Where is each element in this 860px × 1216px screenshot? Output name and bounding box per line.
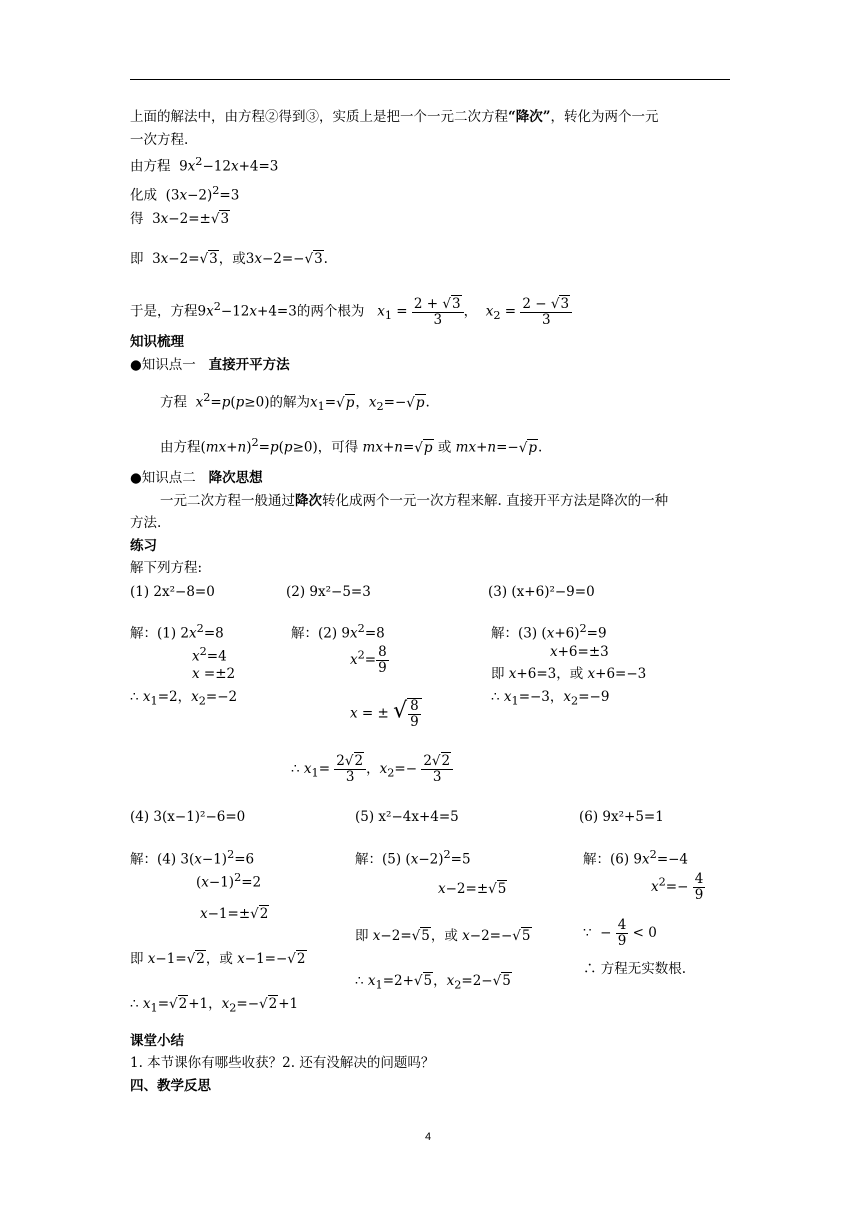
solution-6-line-4: ∴ 方程无实数根. [583, 961, 687, 977]
derivation-step-4: 即 3x−2=√3，或3x−2=−√3. [130, 251, 328, 267]
solution-1-line-4: ∴ $x_1=2$，$x_2=-2$ [130, 689, 238, 708]
solution-5-line-4: ∴ $x_1=2+√5$，$x_2=2-√5$ [355, 973, 511, 992]
solution-4-line-3: x−1=±√2 [200, 906, 269, 922]
solution-3-line-2: x+6=±3 [550, 644, 609, 660]
derivation-step-5: 于是，方程$9x^2-12x+4=3$的两个根为 $x_1$ = $\frac{2 + √3}{3}$ ， $x_2$ = $\frac{2 - √3}{3}$ [130, 296, 572, 327]
knowledge-point-2-line-2: 方法. [130, 515, 162, 531]
practice-prompt: 解下列方程: [130, 560, 203, 576]
solution-4-line-1: 解：(4) $3(x-1)^2=6$ [130, 848, 255, 868]
summary-title: 课堂小结 [130, 1033, 184, 1049]
knowledge-point-1-line-1: 方程 $x^2=p(p\ge 0)$的解为$x_1=√p$，$x_2=-√p$. [160, 391, 430, 414]
practice-title: 练习 [130, 538, 157, 554]
solution-2-line-1: 解：(2) $9x^2=8$ [291, 622, 385, 642]
solution-5-line-1: 解：(5) $(x-2)^2=5$ [355, 848, 471, 868]
question-6: (6) 9x²+5=1 [579, 809, 664, 825]
knowledge-point-2-line-1: 一元二次方程一般通过降次转化成两个一元一次方程来解. 直接开平方法是降次的一种 [160, 493, 669, 509]
solution-6-line-3: ∵ − $\frac{4}{9}$ < 0 [583, 917, 657, 949]
derivation-step-2: 化成 $(3x-2)^2=3$ [130, 184, 240, 204]
knowledge-title: 知识梳理 [130, 334, 184, 350]
question-1: (1) 2x²−8=0 [130, 584, 215, 600]
knowledge-point-1-line-2: 由方程$(mx+n)^2=p(p\ge 0)$，可得 mx+n=√p 或 mx+n=−√p. [160, 436, 543, 456]
solution-2-line-4: ∴ $x_1=$ $\frac{2√2}{3}$ ，$x_2=-$ $\frac{2√2}{3}$ [291, 754, 453, 785]
question-3: (3) (x+6)²−9=0 [488, 584, 595, 600]
derivation-step-3: 得 3x−2=±√3 [130, 211, 230, 227]
solution-4-line-4: 即 x−1=√2，或 x−1=−√2 [130, 951, 306, 967]
solution-2-line-2: $x^2=$ $\frac{8}{9}$ [350, 644, 387, 676]
knowledge-point-1: ●知识点一 直接开平方法 [130, 357, 290, 373]
solution-1-line-1: 解：(1) $2x^2=8$ [130, 622, 224, 642]
summary-line: 1. 本节课你有哪些收获？2. 还有没解决的问题吗？ [130, 1055, 435, 1071]
page-number: 4 [425, 1131, 432, 1143]
solution-3-line-1: 解：(3) $(x+6)^2=9$ [491, 622, 607, 642]
solution-3-line-3: 即 x+6=3，或 x+6=−3 [491, 666, 647, 682]
section-4-title: 四、教学反思 [130, 1078, 211, 1094]
header-rule [130, 79, 730, 80]
solution-5-line-3: 即 x−2=√5，或 x−2=−√5 [355, 928, 531, 944]
solution-6-line-2: $x^2=-$ $\frac{4}{9}$ [651, 871, 704, 903]
question-4: (4) 3(x−1)²−6=0 [130, 809, 246, 825]
derivation-step-1: 由方程 $9x^2-12x+4=3$ [130, 155, 279, 175]
question-2: (2) 9x²−5=3 [286, 584, 371, 600]
solution-2-line-3: x = ± √ $\frac{8}{9}$ [350, 698, 422, 730]
question-5: (5) x²−4x+4=5 [355, 809, 459, 825]
solution-4-line-2: $(x-1)^2=2$ [196, 871, 262, 891]
solution-5-line-2: x−2=±√5 [438, 881, 507, 897]
solution-1-line-3: x =±2 [192, 666, 236, 682]
intro-line-1: 上面的解法中，由方程②得到③，实质上是把一个一元二次方程“降次”，转化为两个一元 [130, 109, 659, 125]
solution-6-line-1: 解：(6) $9x^2=-4$ [583, 848, 689, 868]
solution-4-line-5: ∴ $x_1=√2+1$，$x_2=-√2+1$ [130, 996, 299, 1015]
knowledge-point-2: ●知识点二 降次思想 [130, 470, 263, 486]
solution-1-line-2: $x^2=4$ [192, 645, 227, 665]
solution-3-line-4: ∴ $x_1=-3$，$x_2=-9$ [491, 689, 610, 708]
intro-line-2: 一次方程. [130, 132, 189, 148]
